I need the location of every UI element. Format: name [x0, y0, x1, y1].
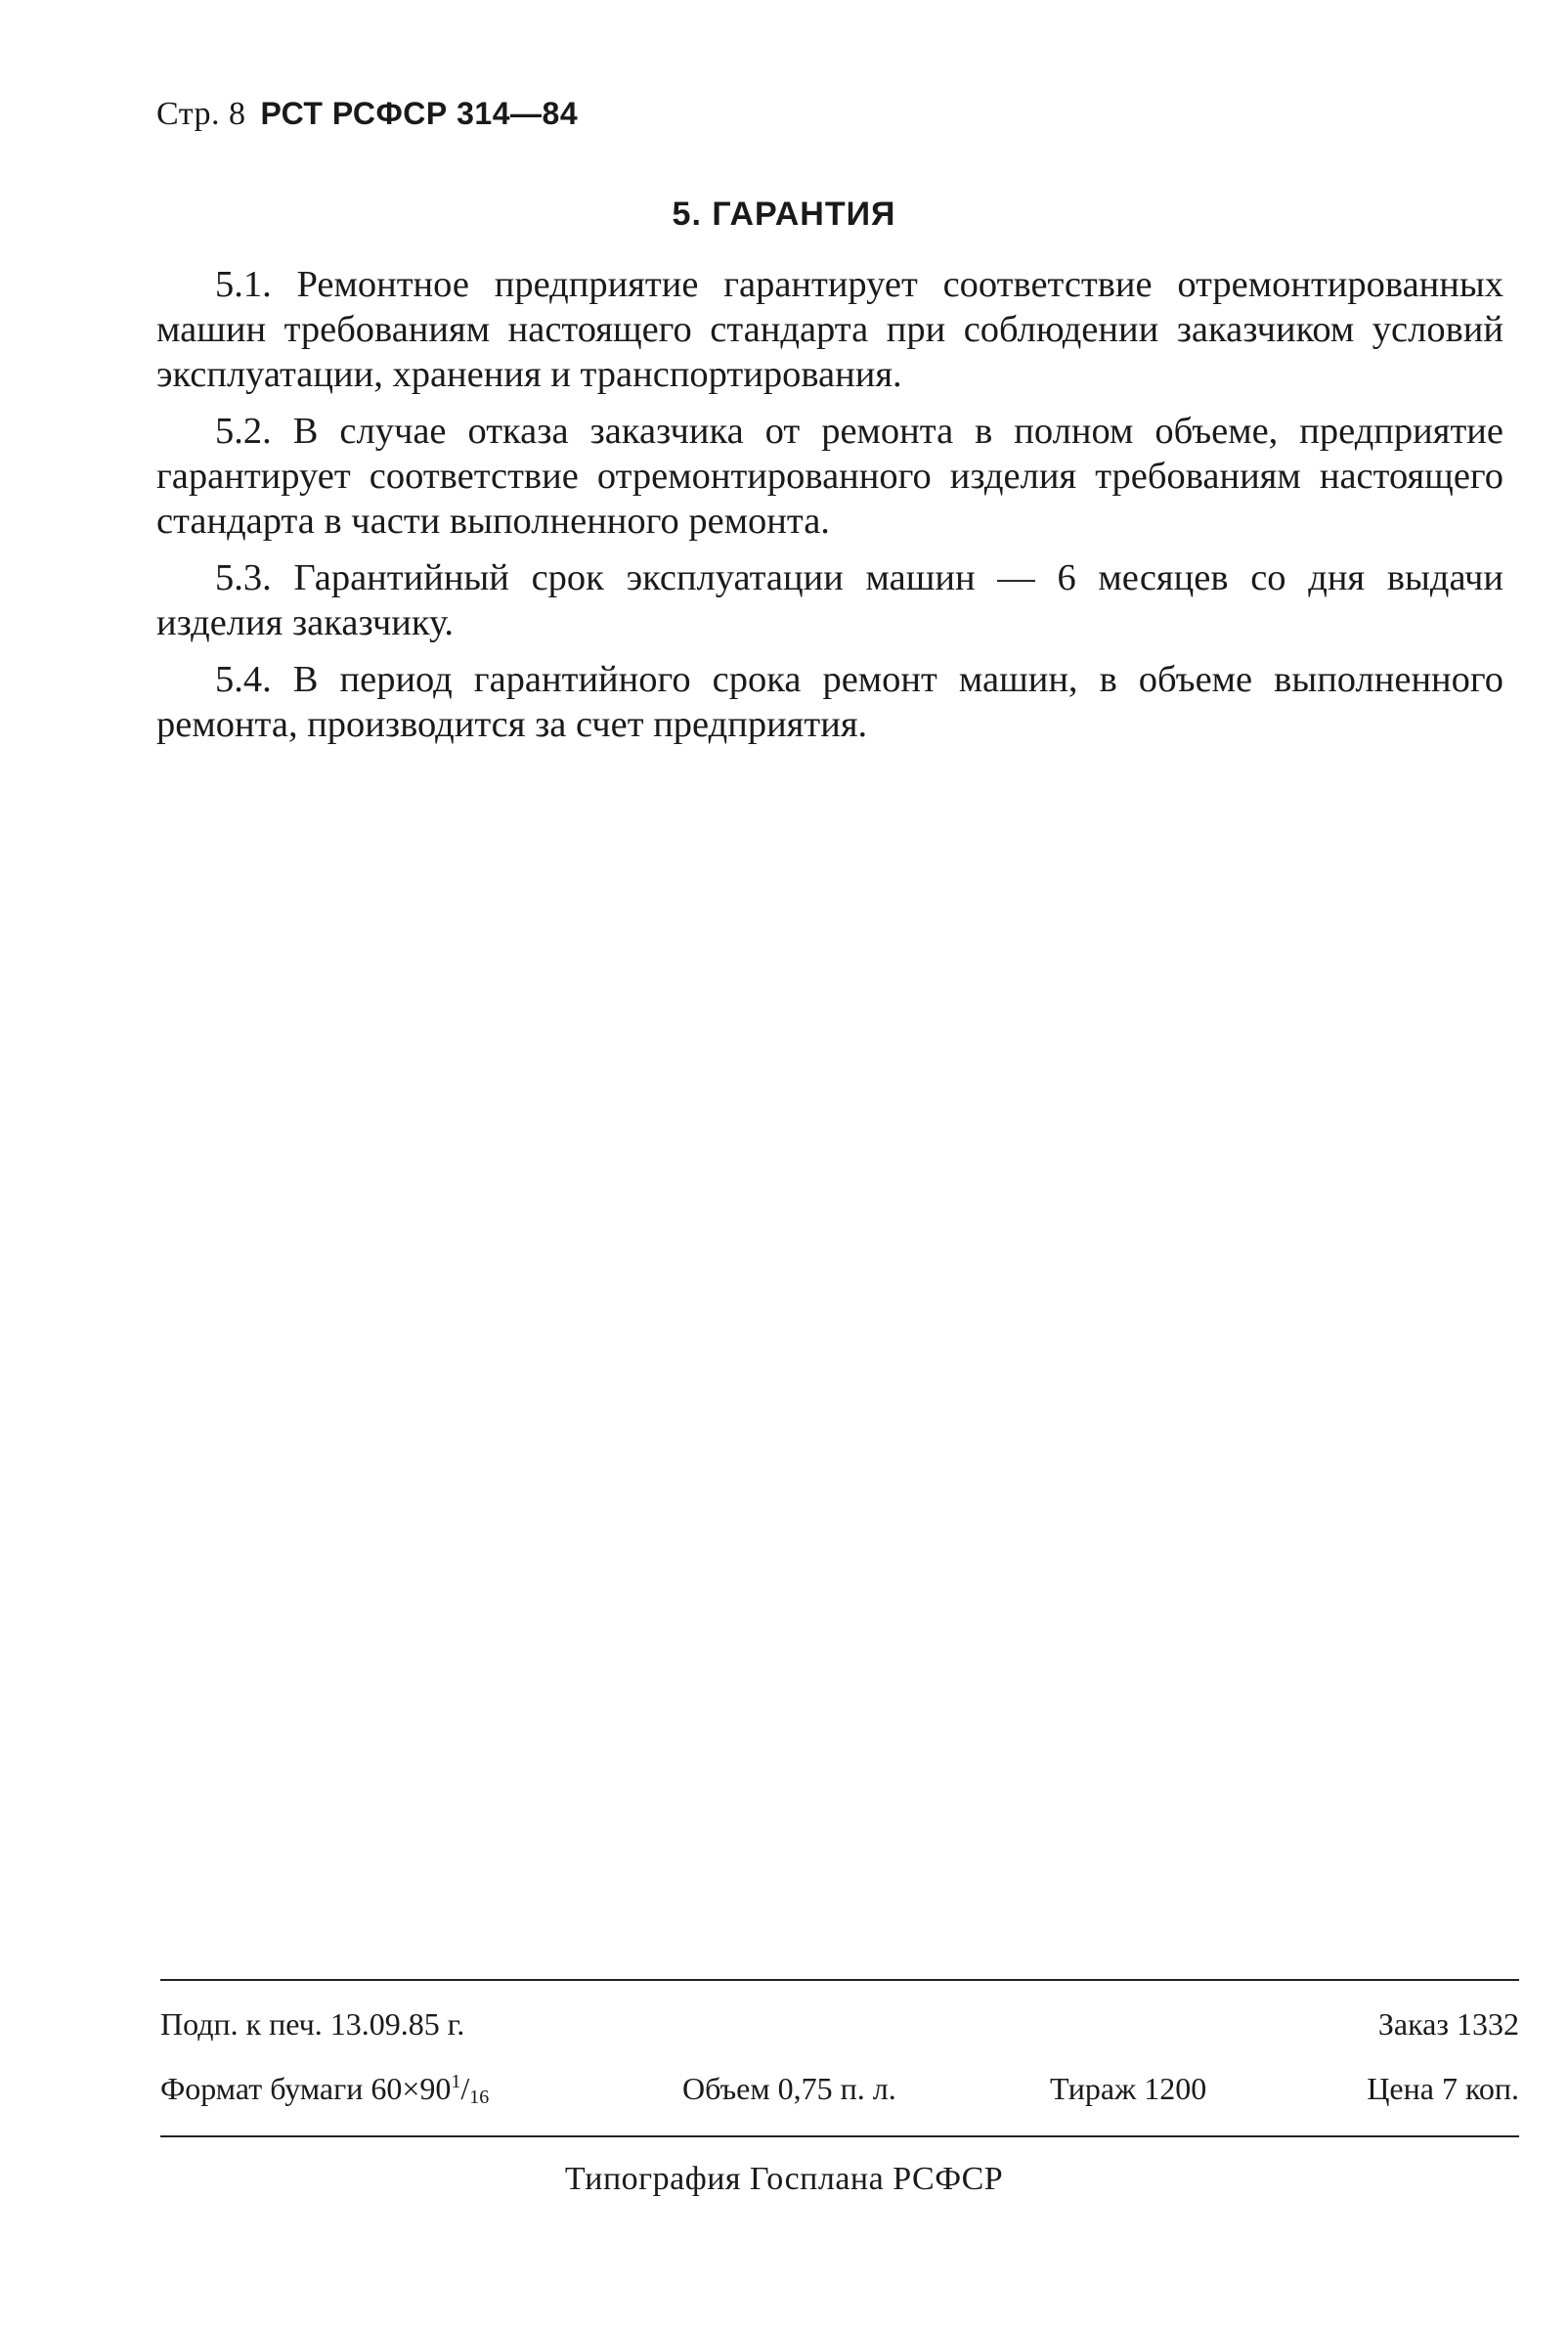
times-sign: ×	[402, 2071, 420, 2106]
paragraph-5-1: 5.1. Ремонтное предприятие гарантирует соответствие отремонтированных машин требованиям настоящего стандарта при соблюдении заказчиком условий эксплуатации, хранения и транспортирования.	[156, 264, 1503, 395]
fraction-numerator: 1	[451, 2071, 461, 2092]
fraction-denominator: 16	[469, 2087, 490, 2108]
paper-format-label: Формат бумаги 60	[160, 2071, 403, 2106]
section-body	[156, 262, 1503, 759]
imprint-line-2	[160, 2071, 1519, 2109]
fraction-slash: /	[460, 2071, 470, 2106]
order-number: Заказ 1332	[1377, 2006, 1519, 2042]
section-title: 5. ГАРАНТИЯ	[672, 196, 896, 233]
standard-designation: РСТ РСФСР 314—84	[260, 96, 579, 131]
imprint-top-rule	[160, 1979, 1519, 1981]
print-volume: Объем 0,75 п. л.	[682, 2071, 896, 2106]
price: Цена 7 коп.	[1367, 2071, 1519, 2106]
imprint-bottom-rule	[160, 2135, 1519, 2137]
printing-house: Типография Госплана РСФСР	[564, 2161, 1004, 2197]
paragraph-5-2: 5.2. В случае отказа заказчика от ремонта в полном объеме, предприятие гарантирует соответствие отремонтированного изделия требованиям настоящего стандарта в части выполненного ремонта.	[156, 411, 1503, 542]
page-number: Стр. 8	[156, 96, 246, 132]
signed-for-print: Подп. к печ. 13.09.85 г.	[160, 2006, 465, 2042]
paragraph-5-4: 5.4. В период гарантийного срока ремонт машин, в объеме выполненного ремонта, производится за счет предприятия.	[156, 659, 1503, 745]
paper-format	[160, 2071, 489, 2106]
paragraph-5-3: 5.3. Гарантийный срок эксплуатации машин — 6 месяцев со дня выдачи изделия заказчику.	[156, 557, 1503, 643]
print-run: Тираж 1200	[1050, 2071, 1207, 2106]
paper-format-value: 90	[419, 2071, 452, 2106]
imprint-line-1	[160, 2006, 1519, 2043]
page-header	[156, 96, 578, 133]
